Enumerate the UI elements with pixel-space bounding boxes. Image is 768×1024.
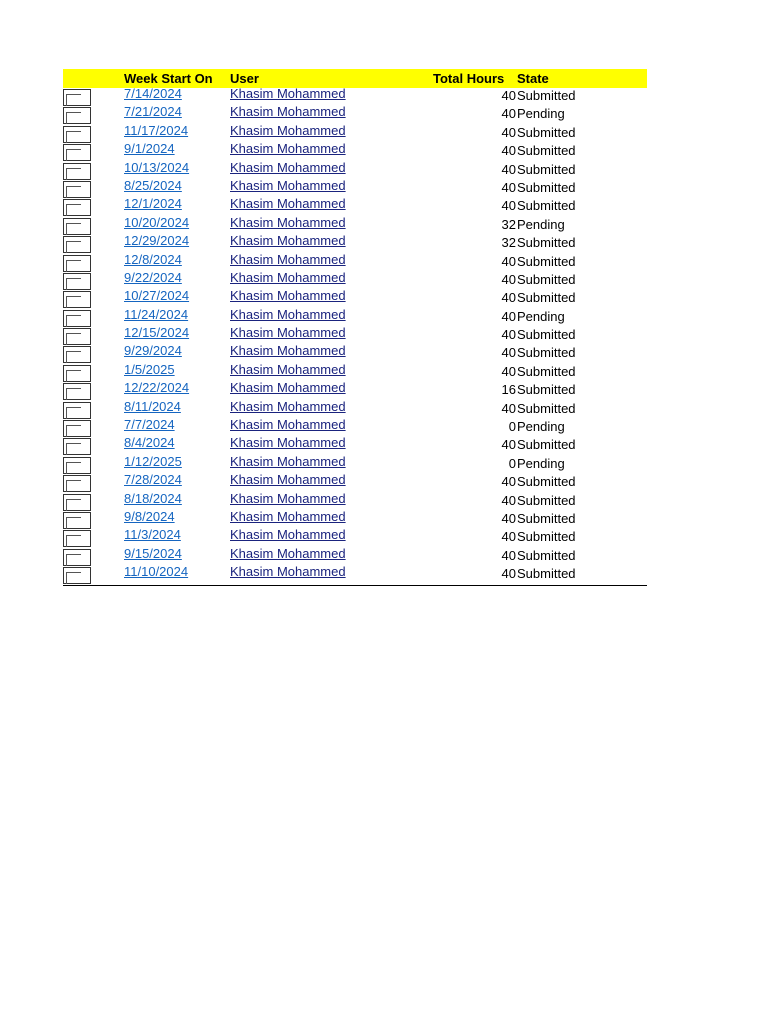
- state-cell: Submitted: [517, 437, 576, 453]
- row-select-checkbox[interactable]: [63, 255, 91, 272]
- row-select-checkbox[interactable]: [63, 530, 91, 547]
- row-select-checkbox[interactable]: [63, 346, 91, 363]
- timesheet-table: [63, 69, 647, 586]
- week-start-link[interactable]: 12/1/2024: [124, 196, 182, 212]
- user-link[interactable]: Khasim Mohammed: [230, 564, 346, 580]
- table-row: [63, 566, 647, 584]
- state-cell: Submitted: [517, 198, 576, 214]
- user-link[interactable]: Khasim Mohammed: [230, 122, 346, 138]
- user-link[interactable]: Khasim Mohammed: [230, 472, 346, 488]
- week-start-link[interactable]: 11/3/2024: [124, 527, 181, 543]
- state-cell: Pending: [517, 106, 565, 122]
- row-select-checkbox[interactable]: [63, 89, 91, 106]
- row-select-checkbox[interactable]: [63, 567, 91, 584]
- user-link[interactable]: Khasim Mohammed: [230, 177, 346, 193]
- total-hours-cell: 40: [501, 492, 516, 508]
- total-hours-cell: 32: [501, 235, 516, 251]
- state-cell: Submitted: [517, 143, 576, 159]
- week-start-link[interactable]: 9/15/2024: [124, 545, 182, 561]
- state-cell: Submitted: [517, 124, 576, 140]
- week-start-link[interactable]: 12/15/2024: [124, 325, 190, 341]
- row-select-checkbox[interactable]: [63, 475, 91, 492]
- state-cell: Submitted: [517, 566, 576, 582]
- week-start-link[interactable]: 8/4/2024: [124, 435, 175, 451]
- week-start-link[interactable]: 12/29/2024: [124, 233, 190, 249]
- table-body: [63, 88, 647, 586]
- row-select-checkbox[interactable]: [63, 549, 91, 566]
- state-cell: Pending: [517, 419, 565, 435]
- column-header-user[interactable]: User: [230, 71, 259, 86]
- user-link[interactable]: Khasim Mohammed: [230, 453, 346, 469]
- row-select-checkbox[interactable]: [63, 163, 91, 180]
- row-select-checkbox[interactable]: [63, 457, 91, 474]
- row-select-checkbox[interactable]: [63, 273, 91, 290]
- state-cell: Submitted: [517, 253, 576, 269]
- state-cell: Submitted: [517, 290, 576, 306]
- row-select-checkbox[interactable]: [63, 107, 91, 124]
- state-cell: Submitted: [517, 510, 576, 526]
- week-start-link[interactable]: 9/29/2024: [124, 343, 182, 359]
- row-select-checkbox[interactable]: [63, 494, 91, 511]
- total-hours-cell: 40: [501, 566, 516, 582]
- row-select-checkbox[interactable]: [63, 181, 91, 198]
- week-start-link[interactable]: 9/1/2024: [124, 141, 175, 157]
- week-start-link[interactable]: 11/24/2024: [124, 306, 189, 322]
- user-link[interactable]: Khasim Mohammed: [230, 233, 346, 249]
- user-link[interactable]: Khasim Mohammed: [230, 269, 346, 285]
- user-link[interactable]: Khasim Mohammed: [230, 159, 346, 175]
- state-cell: Submitted: [517, 363, 576, 379]
- row-select-checkbox[interactable]: [63, 199, 91, 216]
- week-start-link[interactable]: 11/17/2024: [124, 122, 189, 138]
- total-hours-cell: 40: [501, 400, 516, 416]
- user-link[interactable]: Khasim Mohammed: [230, 141, 346, 157]
- row-select-checkbox[interactable]: [63, 218, 91, 235]
- user-link[interactable]: Khasim Mohammed: [230, 435, 346, 451]
- total-hours-cell: 40: [501, 271, 516, 287]
- user-link[interactable]: Khasim Mohammed: [230, 527, 346, 543]
- total-hours-cell: 40: [501, 161, 516, 177]
- state-cell: Submitted: [517, 235, 576, 251]
- total-hours-cell: 40: [501, 253, 516, 269]
- total-hours-cell: 0: [508, 419, 516, 435]
- week-start-link[interactable]: 12/8/2024: [124, 251, 182, 267]
- row-select-checkbox[interactable]: [63, 512, 91, 529]
- user-link[interactable]: Khasim Mohammed: [230, 398, 346, 414]
- row-select-checkbox[interactable]: [63, 365, 91, 382]
- state-cell: Submitted: [517, 161, 576, 177]
- week-start-link[interactable]: 1/12/2025: [124, 453, 182, 469]
- week-start-link[interactable]: 9/8/2024: [124, 508, 175, 524]
- total-hours-cell: 16: [501, 382, 516, 398]
- state-cell: Submitted: [517, 88, 576, 103]
- week-start-link[interactable]: 7/14/2024: [124, 86, 182, 101]
- total-hours-cell: 40: [501, 179, 516, 195]
- total-hours-cell: 40: [501, 198, 516, 214]
- week-start-link[interactable]: 10/13/2024: [124, 159, 190, 175]
- total-hours-cell: 40: [501, 124, 516, 140]
- total-hours-cell: 40: [501, 345, 516, 361]
- user-link[interactable]: Khasim Mohammed: [230, 490, 346, 506]
- total-hours-cell: 0: [508, 455, 516, 471]
- state-cell: Submitted: [517, 400, 576, 416]
- week-start-link[interactable]: 10/20/2024: [124, 214, 190, 230]
- state-cell: Submitted: [517, 345, 576, 361]
- total-hours-cell: 40: [501, 290, 516, 306]
- total-hours-cell: 40: [501, 143, 516, 159]
- column-header-week-start[interactable]: Week Start On: [124, 71, 213, 86]
- user-link[interactable]: Khasim Mohammed: [230, 380, 346, 396]
- total-hours-cell: 40: [501, 327, 516, 343]
- week-start-link[interactable]: 8/18/2024: [124, 490, 182, 506]
- state-cell: Pending: [517, 455, 565, 471]
- state-cell: Submitted: [517, 492, 576, 508]
- user-link[interactable]: Khasim Mohammed: [230, 361, 346, 377]
- total-hours-cell: 40: [501, 510, 516, 526]
- user-link[interactable]: Khasim Mohammed: [230, 86, 346, 101]
- state-cell: Submitted: [517, 327, 576, 343]
- row-select-checkbox[interactable]: [63, 383, 91, 400]
- week-start-link[interactable]: 8/25/2024: [124, 177, 182, 193]
- total-hours-cell: 40: [501, 308, 516, 324]
- total-hours-cell: 40: [501, 106, 516, 122]
- state-cell: Submitted: [517, 179, 576, 195]
- state-cell: Submitted: [517, 547, 576, 563]
- user-link[interactable]: Khasim Mohammed: [230, 104, 346, 120]
- week-start-link[interactable]: 7/28/2024: [124, 472, 182, 488]
- user-link[interactable]: Khasim Mohammed: [230, 343, 346, 359]
- week-start-link[interactable]: 10/27/2024: [124, 288, 190, 304]
- row-select-checkbox[interactable]: [63, 126, 91, 143]
- row-select-checkbox[interactable]: [63, 402, 91, 419]
- user-link[interactable]: Khasim Mohammed: [230, 417, 346, 433]
- week-start-link[interactable]: 7/21/2024: [124, 104, 182, 120]
- row-select-checkbox[interactable]: [63, 328, 91, 345]
- column-header-state[interactable]: State: [517, 71, 549, 86]
- total-hours-cell: 40: [501, 529, 516, 545]
- state-cell: Submitted: [517, 529, 576, 545]
- user-link[interactable]: Khasim Mohammed: [230, 251, 346, 267]
- state-cell: Pending: [517, 308, 565, 324]
- week-start-link[interactable]: 12/22/2024: [124, 380, 190, 396]
- state-cell: Pending: [517, 216, 565, 232]
- week-start-link[interactable]: 11/10/2024: [124, 564, 189, 580]
- week-start-link[interactable]: 1/5/2025: [124, 361, 175, 377]
- week-start-link[interactable]: 7/7/2024: [124, 417, 175, 433]
- user-link[interactable]: Khasim Mohammed: [230, 545, 346, 561]
- user-link[interactable]: Khasim Mohammed: [230, 325, 346, 341]
- total-hours-cell: 32: [501, 216, 516, 232]
- user-link[interactable]: Khasim Mohammed: [230, 306, 346, 322]
- column-header-total-hours[interactable]: Total Hours: [433, 71, 505, 86]
- user-link[interactable]: Khasim Mohammed: [230, 288, 346, 304]
- state-cell: Submitted: [517, 382, 576, 398]
- user-link[interactable]: Khasim Mohammed: [230, 508, 346, 524]
- state-cell: Submitted: [517, 271, 576, 287]
- row-select-checkbox[interactable]: [63, 291, 91, 308]
- total-hours-cell: 40: [501, 363, 516, 379]
- total-hours-cell: 40: [501, 437, 516, 453]
- row-select-checkbox[interactable]: [63, 438, 91, 455]
- total-hours-cell: 40: [501, 88, 516, 103]
- user-link[interactable]: Khasim Mohammed: [230, 214, 346, 230]
- row-select-checkbox[interactable]: [63, 144, 91, 161]
- week-start-link[interactable]: 9/22/2024: [124, 269, 182, 285]
- row-select-checkbox[interactable]: [63, 420, 91, 437]
- state-cell: Submitted: [517, 474, 576, 490]
- week-start-link[interactable]: 8/11/2024: [124, 398, 181, 414]
- row-select-checkbox[interactable]: [63, 310, 91, 327]
- row-select-checkbox[interactable]: [63, 236, 91, 253]
- user-link[interactable]: Khasim Mohammed: [230, 196, 346, 212]
- total-hours-cell: 40: [501, 547, 516, 563]
- total-hours-cell: 40: [501, 474, 516, 490]
